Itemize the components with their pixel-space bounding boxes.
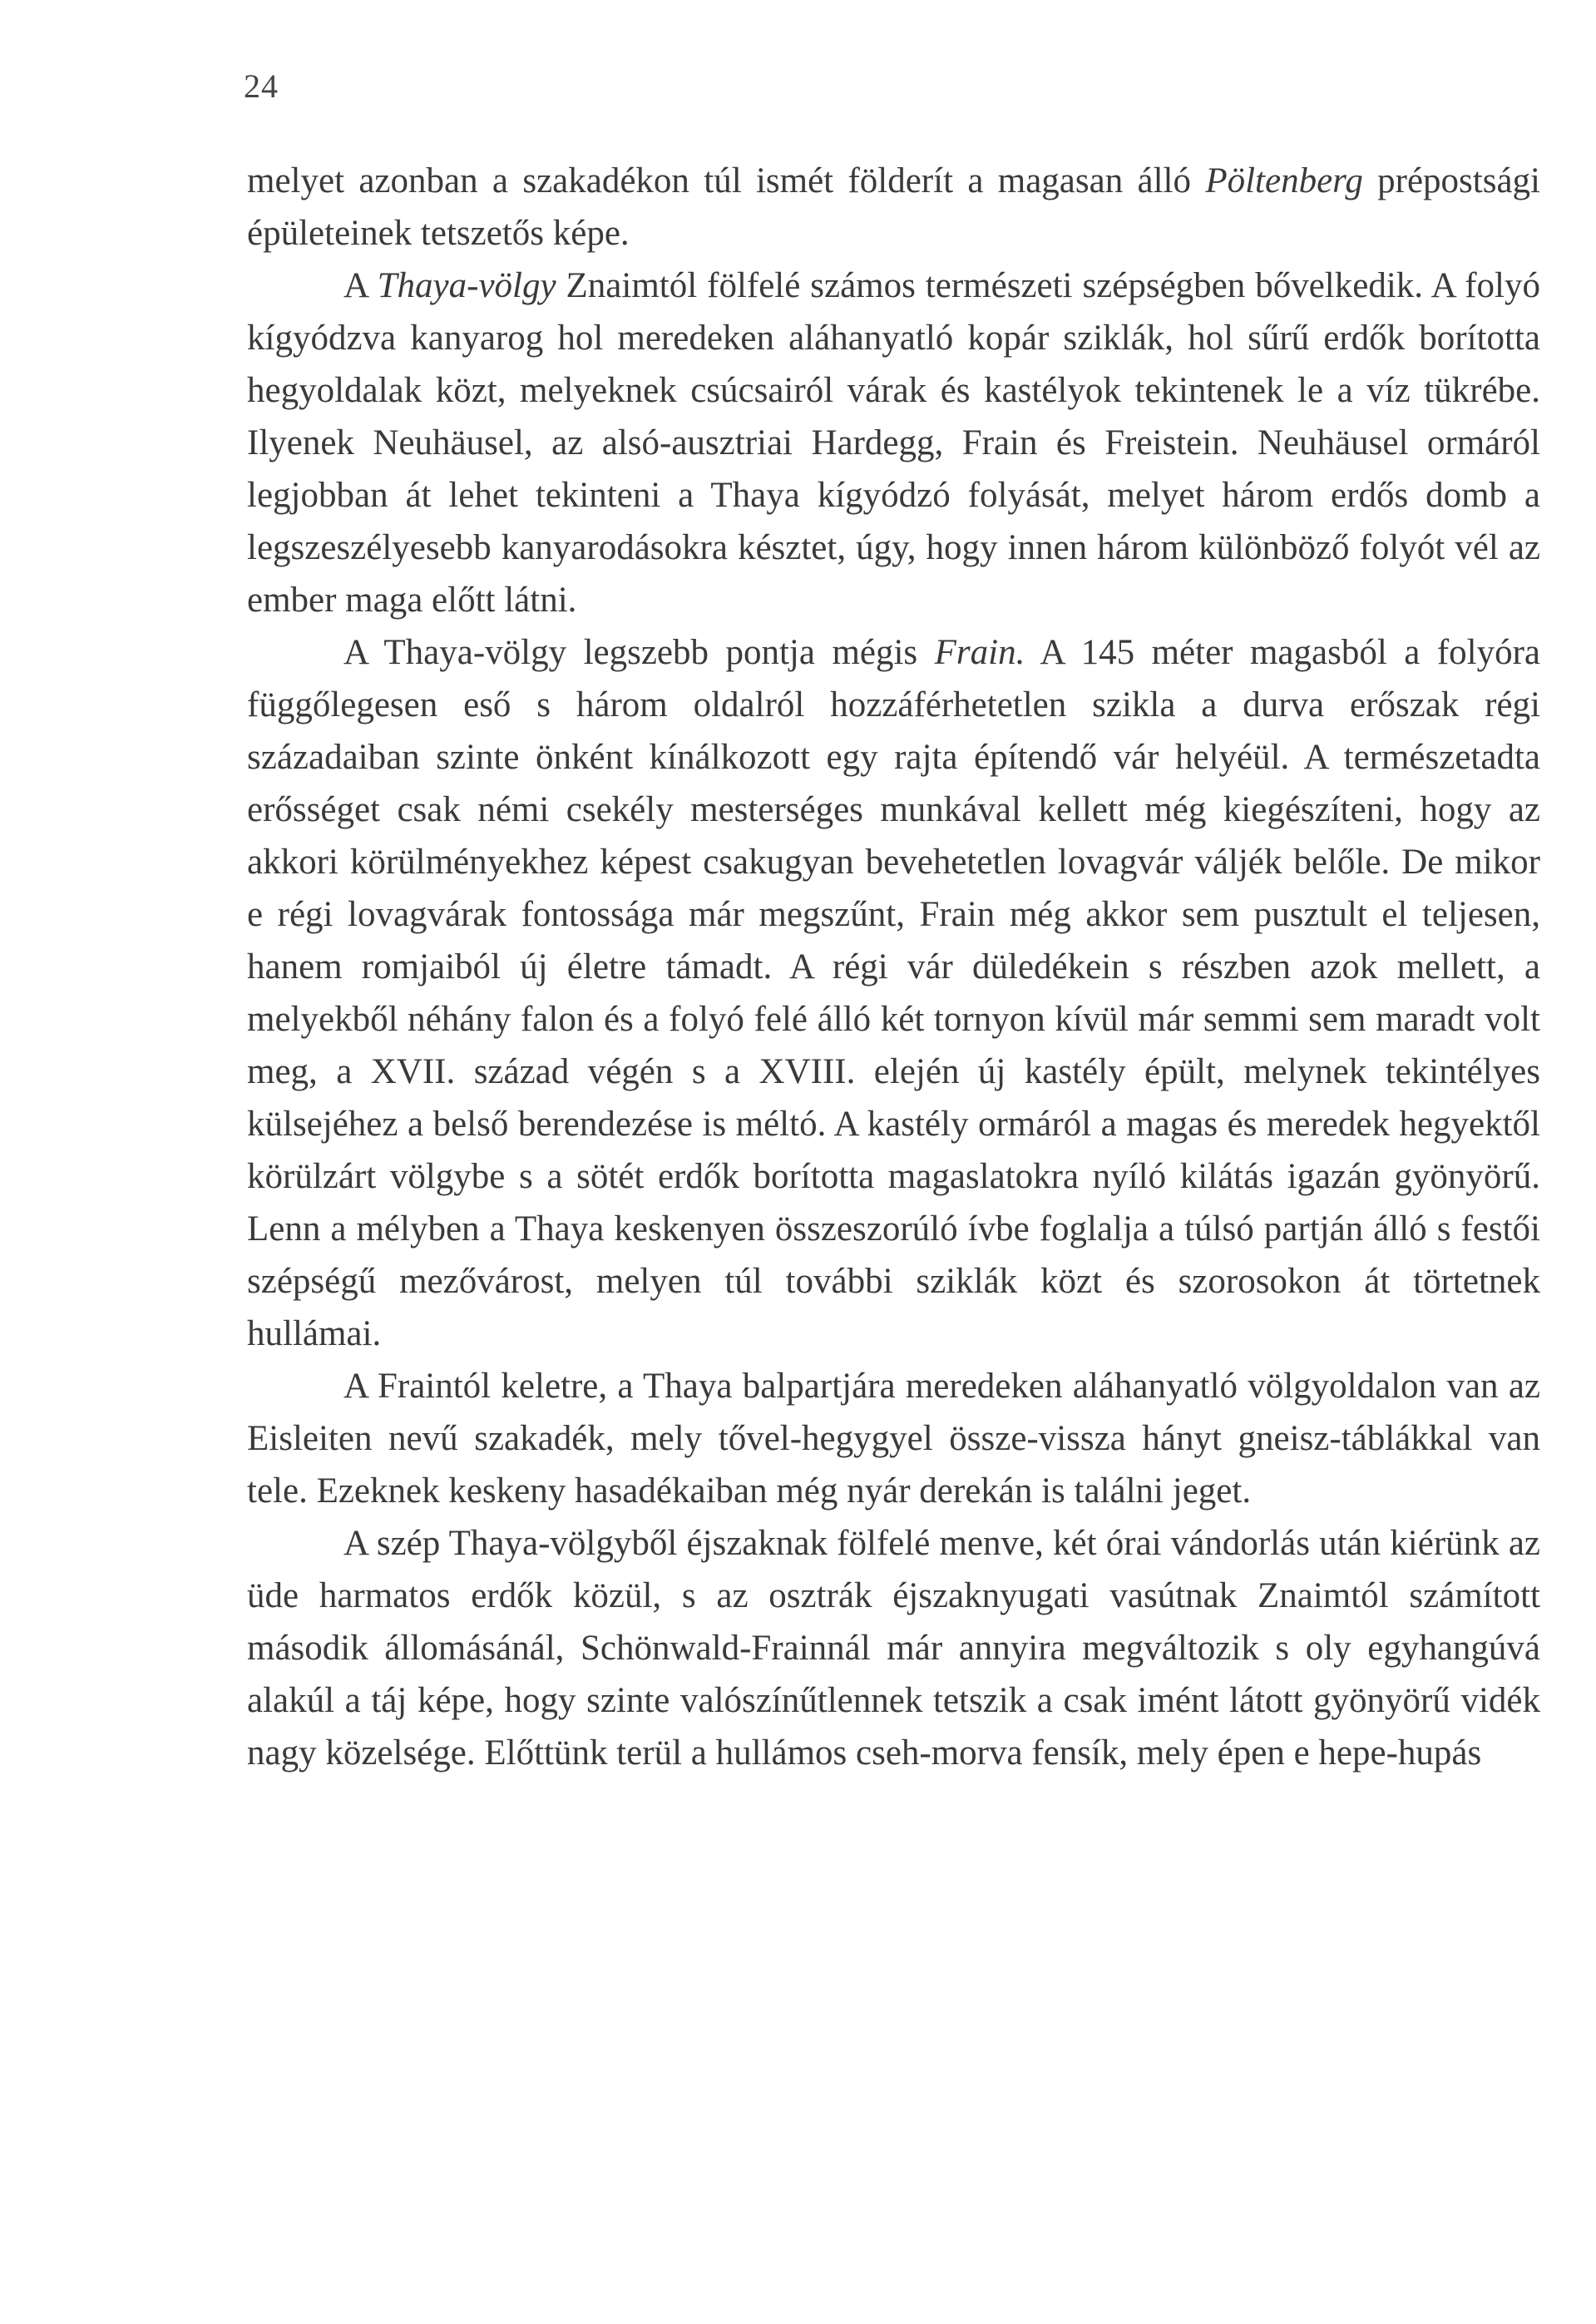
- paragraph-text: prépostsági épületeinek tetszetős képe.: [247, 161, 1540, 253]
- place-name-italic: Pöltenberg: [1205, 161, 1363, 200]
- paragraph-text: A 145 méter magasból a folyóra függőlegesen eső s három oldalról hozzáférhetetlen szikla a durva erőszak régi századaiban szinte önként kínálkozott egy rajta építendő vár helyéül. A természetadta erősséget csak némi csekély mesterséges munkával kellett még kiegészíteni, hogy az akkori körülményekhez képest csakugyan bevehetetlen lovagvár váljék belőle. De mikor e régi lovagvárak fontossága már megszűnt, Frain még akkor sem pusztult el teljesen, hanem romjaiból új életre támadt. A régi vár düledékein s részben azok mellett, a melyekből néhány falon és a folyó felé álló két tornyon kívül már semmi sem maradt volt meg, a XVII. század végén s a XVIII. elején új kastély épült, melynek tekintélyes külsejéhez a belső berendezése is méltó. A kastély ormáról a magas és meredek hegyektől körülzárt völgybe s a sötét erdők borította magaslatokra nyíló kilátás igazán gyönyörű. Lenn a mélyben a Thaya keskenyen összeszorúló ívbe foglalja a túlsó partján álló s festői szépségű mezővárost, melyen túl további sziklák közt és szorosokon át törtetnek hullámai.: [247, 633, 1540, 1353]
- text-body: [247, 155, 1540, 1779]
- paragraph-text: A Fraintól keletre, a Thaya balpartjára meredeken aláhanyatló völgyoldalon van az Eisleiten nevű szakadék, mely tővel-hegygyel össze-vissza hányt gneisz-táblákkal van tele. Ezeknek keskeny hasadékaiban még nyár derekán is találni jeget.: [247, 1367, 1540, 1511]
- paragraph-2: [247, 260, 1540, 626]
- paragraph-text: A Thaya-völgy legszebb pontja mégis: [343, 633, 935, 672]
- paragraph-3: [247, 626, 1540, 1360]
- page-number: 24: [244, 67, 279, 105]
- paragraph-text: A szép Thaya-völgyből éjszaknak fölfelé menve, két órai vándorlás után kiérünk az üde harmatos erdők közül, s az osztrák éjszaknyugati vasútnak Znaimtól számított második állomásánál, Schönwald-Frainnál már annyira megváltozik s oly egyhangúvá alakúl a táj képe, hogy szinte valószínűtlennek tetszik a csak imént látott gyönyörű vidék nagy közelsége. Előttünk terül a hullámos cseh-morva fensík, mely épen e hepe-hupás: [247, 1524, 1540, 1773]
- paragraph-text: melyet azonban a szakadékon túl ismét földerít a magasan álló: [247, 161, 1206, 200]
- paragraph-5: [247, 1517, 1540, 1779]
- paragraph-text: A: [343, 266, 378, 305]
- place-name-italic: Frain.: [934, 633, 1025, 672]
- paragraph-4: [247, 1360, 1540, 1517]
- place-name-italic: Thaya-völgy: [377, 266, 556, 305]
- paragraph-text: Znaimtól fölfelé számos természeti szépségben bővelkedik. A folyó kígyódzva kanyarog hol meredeken aláhanyatló kopár sziklák, hol sűrű erdők borította hegyoldalak közt, melyeknek csúcsairól várak és kastélyok tekintenek le a víz tükrébe. Ilyenek Neuhäusel, az alsó-ausztriai Hardegg, Frain és Freistein. Neuhäusel ormáról legjobban át lehet tekinteni a Thaya kígyódzó folyását, melyet három erdős domb a legszeszélyesebb kanyarodásokra késztet, úgy, hogy innen három különböző folyót vél az ember maga előtt látni.: [247, 266, 1540, 620]
- paragraph-1: [247, 155, 1540, 260]
